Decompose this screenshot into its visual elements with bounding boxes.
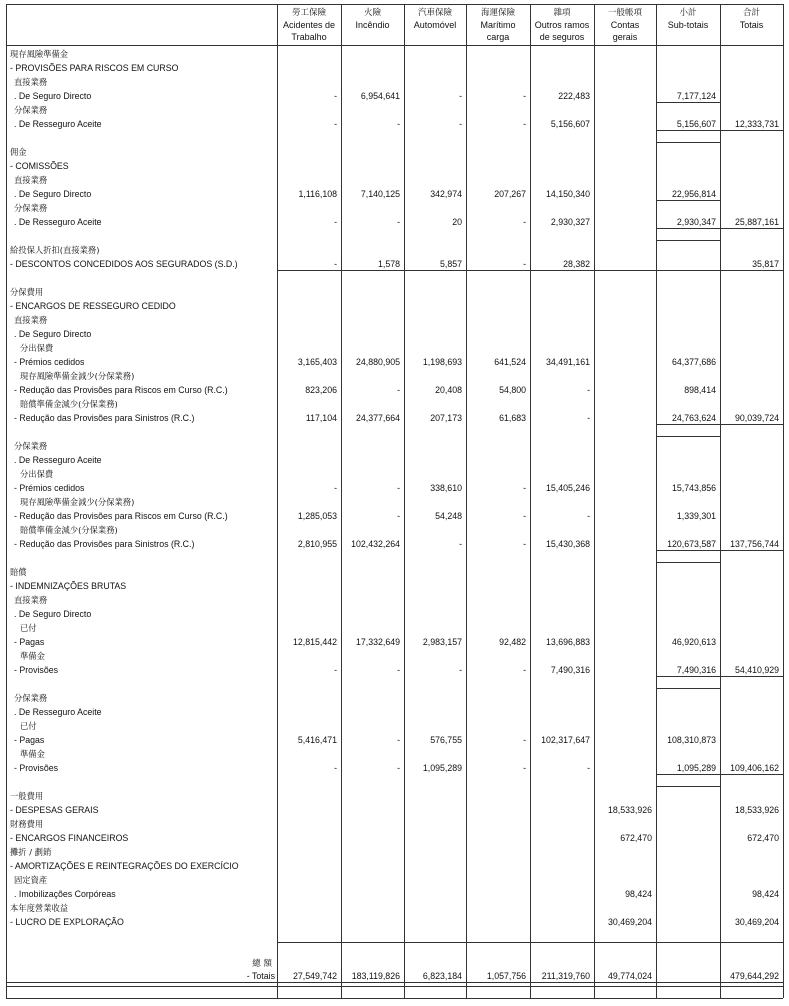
column-header-pt: gerais — [612, 32, 638, 42]
column-header — [530, 7, 594, 43]
column-header-pt: Sub-totais — [667, 20, 709, 30]
cell-value: - — [523, 735, 526, 745]
column-divider — [720, 4, 721, 998]
row-label-zh: 分保業務 — [14, 693, 48, 703]
subtotal-rule — [720, 130, 783, 131]
cell-value: 15,405,246 — [545, 483, 590, 493]
row-label-zh: 賠償準備金減少(分保業務) — [20, 525, 118, 535]
column-header — [594, 7, 656, 43]
cell-value: - — [334, 665, 337, 675]
row-label-zh: 現存風險準備金 — [10, 49, 69, 59]
row-label-zh: 直接業務 — [14, 595, 48, 605]
subtotal-rule — [720, 270, 783, 271]
cell-value: 12,815,442 — [292, 637, 337, 647]
cell-value: 98,424 — [752, 889, 779, 899]
cell-value: 24,763,624 — [671, 413, 716, 423]
cell-value: 7,490,316 — [550, 665, 590, 675]
cell-value: 576,755 — [430, 735, 462, 745]
cell-value: 34,491,161 — [545, 357, 590, 367]
row-label-zh: 賠償 — [10, 567, 27, 577]
cell-value: 137,756,744 — [730, 539, 779, 549]
column-header — [720, 7, 783, 31]
subtotal-rule — [594, 942, 656, 943]
column-divider — [277, 4, 278, 998]
row-label-zh: 本年度營業收益 — [10, 903, 69, 913]
cell-value: 14,150,340 — [545, 189, 590, 199]
total-value: 49,774,024 — [607, 971, 652, 981]
row-label: - Pagas — [14, 637, 45, 647]
cell-value: - — [397, 665, 400, 675]
subtotal-rule — [594, 270, 656, 271]
cell-value: - — [523, 119, 526, 129]
cell-value: - — [523, 665, 526, 675]
cell-value: - — [334, 217, 337, 227]
cell-value: 109,406,162 — [730, 763, 779, 773]
row-label: . De Resseguro Aceite — [14, 707, 102, 717]
column-header-pt: Trabalho — [291, 32, 327, 42]
cell-value: - — [587, 385, 590, 395]
cell-value: 222,483 — [558, 91, 590, 101]
cell-value: - — [397, 735, 400, 745]
column-header — [656, 7, 720, 31]
row-label-zh: 準備金 — [20, 651, 45, 661]
cell-value: 24,880,905 — [355, 357, 400, 367]
cell-value: 64,377,686 — [671, 357, 716, 367]
column-header-zh: 海運保險 — [480, 8, 515, 18]
cell-value: - — [587, 763, 590, 773]
cell-value: 7,490,316 — [676, 665, 716, 675]
cell-value: - — [523, 539, 526, 549]
cell-value: - — [334, 119, 337, 129]
cell-value: 54,410,929 — [734, 665, 779, 675]
cell-value: 92,482 — [499, 637, 526, 647]
row-label-zh: 分保業務 — [14, 105, 48, 115]
cell-value: 102,432,264 — [351, 539, 400, 549]
cell-value: 17,332,649 — [355, 637, 400, 647]
subtotal-rule — [341, 942, 404, 943]
cell-value: - — [459, 665, 462, 675]
row-label-zh: 直接業務 — [14, 315, 48, 325]
column-header-zh: 一般帳項 — [607, 8, 642, 18]
cell-value: 2,810,955 — [297, 539, 337, 549]
cell-value: - — [397, 217, 400, 227]
cell-value: 2,930,347 — [676, 217, 716, 227]
total-value: 6,823,184 — [422, 971, 462, 981]
row-label: - Provisões — [14, 665, 58, 675]
row-label: - Redução das Provisões para Riscos em Curso (R.C.) — [14, 385, 228, 395]
row-label: - DESCONTOS CONCEDIDOS AOS SEGURADOS (S.D.) — [10, 259, 238, 269]
cell-value: 1,198,693 — [422, 357, 462, 367]
cell-value: - — [523, 511, 526, 521]
cell-value: - — [523, 483, 526, 493]
subtotal-rule — [466, 270, 530, 271]
row-label-zh: 現存風險準備金減少(分保業務) — [20, 497, 135, 507]
cell-value: 1,285,053 — [297, 511, 337, 521]
cell-value: 1,116,108 — [298, 189, 337, 199]
column-header-pt: Automóvel — [413, 20, 457, 30]
cell-value: 108,310,873 — [667, 735, 716, 745]
cell-value: 30,469,204 — [607, 917, 652, 927]
cell-value: - — [459, 91, 462, 101]
subtotal-rule — [656, 102, 720, 103]
subtotal-rule — [720, 774, 783, 775]
cell-value: 28,382 — [563, 259, 590, 269]
cell-value: 338,610 — [430, 483, 462, 493]
column-header-pt: Totais — [739, 20, 764, 30]
row-label: - Provisões — [14, 763, 58, 773]
row-label-zh: 分出保費 — [20, 343, 54, 353]
cell-value: 25,887,161 — [734, 217, 779, 227]
row-label: - LUCRO DE EXPLORAÇÃO — [10, 917, 124, 927]
subtotal-rule — [720, 228, 783, 229]
column-header — [466, 7, 530, 43]
column-divider — [656, 4, 657, 998]
total-value: 211,319,760 — [541, 971, 590, 981]
cell-value: 54,800 — [499, 385, 526, 395]
column-header-pt: Outros ramos — [534, 20, 590, 30]
totals-rule-double — [6, 986, 783, 987]
cell-value: 90,039,724 — [734, 413, 779, 423]
subtotal-rule — [530, 942, 594, 943]
cell-value: - — [334, 763, 337, 773]
subtotal-rule — [656, 562, 720, 563]
cell-value: 98,424 — [625, 889, 652, 899]
totals-label-zh: 總 額 — [252, 959, 272, 969]
subtotal-rule — [466, 942, 530, 943]
subtotal-rule — [720, 942, 783, 943]
cell-value: 207,267 — [494, 189, 526, 199]
subtotal-rule — [656, 688, 720, 689]
column-header-pt: Acidentes de — [282, 20, 336, 30]
column-divider — [783, 4, 784, 998]
cell-value: - — [523, 91, 526, 101]
cell-value: 1,339,301 — [676, 511, 716, 521]
cell-value: - — [523, 763, 526, 773]
cell-value: 6,954,641 — [360, 91, 400, 101]
row-label: . De Resseguro Aceite — [14, 217, 102, 227]
cell-value: 30,469,204 — [734, 917, 779, 927]
cell-value: 117,104 — [305, 413, 337, 423]
subtotal-rule — [656, 424, 720, 425]
cell-value: - — [334, 259, 337, 269]
total-value: 1,057,756 — [486, 971, 526, 981]
cell-value: 7,177,124 — [676, 91, 716, 101]
column-header — [277, 7, 341, 43]
cell-value: 342,974 — [430, 189, 462, 199]
cell-value: - — [587, 413, 590, 423]
subtotal-rule — [277, 270, 341, 271]
cell-value: 823,206 — [305, 385, 337, 395]
row-label: - Redução das Provisões para Riscos em Curso (R.C.) — [14, 511, 228, 521]
row-label-zh: 已付 — [20, 721, 37, 731]
subtotal-rule — [656, 130, 720, 131]
column-divider — [341, 4, 342, 998]
row-label-zh: 財務費用 — [10, 819, 44, 829]
cell-value: 54,248 — [435, 511, 462, 521]
cell-value: - — [523, 217, 526, 227]
cell-value: 1,578 — [377, 259, 400, 269]
bottom-border — [6, 998, 783, 999]
row-label-zh: 準備金 — [20, 749, 45, 759]
cell-value: 20 — [452, 217, 462, 227]
row-label-zh: 分出保費 — [20, 469, 54, 479]
row-label-zh: 給投保人折扣(直接業務) — [10, 245, 100, 255]
subtotal-rule — [656, 550, 720, 551]
subtotal-rule — [656, 228, 720, 229]
row-label-zh: 分保費用 — [10, 287, 44, 297]
row-label: - DESPESAS GERAIS — [10, 805, 99, 815]
subtotal-rule — [656, 240, 720, 241]
row-label: - INDEMNIZAÇÕES BRUTAS — [10, 581, 127, 591]
total-value: 27,549,742 — [292, 971, 337, 981]
subtotal-rule — [404, 270, 466, 271]
column-header-zh: 小計 — [679, 8, 697, 18]
cell-value: 61,683 — [499, 413, 526, 423]
subtotal-rule — [530, 270, 594, 271]
column-divider — [594, 4, 595, 998]
cell-value: - — [397, 763, 400, 773]
row-label-zh: 已付 — [20, 623, 37, 633]
total-value: 479,644,292 — [730, 971, 779, 981]
subtotal-rule — [656, 774, 720, 775]
subtotal-rule — [720, 676, 783, 677]
column-header-zh: 勞工保險 — [291, 8, 326, 18]
subtotal-rule — [656, 200, 720, 201]
cell-value: 5,156,607 — [550, 119, 590, 129]
column-divider — [530, 4, 531, 998]
left-border — [6, 4, 7, 998]
column-divider — [404, 4, 405, 998]
cell-value: - — [334, 483, 337, 493]
row-label: - Prémios cedidos — [14, 357, 85, 367]
cell-value: - — [397, 511, 400, 521]
subtotal-rule — [656, 142, 720, 143]
cell-value: 24,377,664 — [355, 413, 400, 423]
row-label: - ENCARGOS FINANCEIROS — [10, 833, 129, 843]
row-label: . De Seguro Directo — [14, 189, 92, 199]
cell-value: - — [459, 539, 462, 549]
cell-value: 22,956,814 — [671, 189, 716, 199]
cell-value: 3,165,403 — [297, 357, 337, 367]
cell-value: 18,533,926 — [734, 805, 779, 815]
row-label: . De Seguro Directo — [14, 329, 92, 339]
subtotal-rule — [404, 942, 466, 943]
cell-value: 46,920,613 — [671, 637, 716, 647]
row-label: . De Seguro Directo — [14, 91, 92, 101]
cell-value: - — [397, 385, 400, 395]
cell-value: 20,408 — [435, 385, 462, 395]
cell-value: 120,673,587 — [667, 539, 716, 549]
subtotal-rule — [656, 786, 720, 787]
cell-value: 15,743,856 — [671, 483, 716, 493]
subtotal-rule — [656, 270, 720, 271]
subtotal-rule — [720, 424, 783, 425]
column-header-pt: carga — [486, 32, 510, 42]
cell-value: - — [397, 483, 400, 493]
column-header — [404, 7, 466, 31]
row-label-zh: 賠償準備金減少(分保業務) — [20, 399, 118, 409]
column-header-pt: Contas — [610, 20, 640, 30]
column-divider — [466, 4, 467, 998]
column-header-zh: 合計 — [742, 8, 760, 18]
row-label: - Prémios cedidos — [14, 483, 85, 493]
total-value: 183,119,826 — [351, 971, 400, 981]
column-header-pt: de seguros — [539, 32, 585, 42]
cell-value: - — [587, 511, 590, 521]
column-header-zh: 火險 — [363, 8, 381, 18]
row-label: - PROVISÕES PARA RISCOS EM CURSO — [10, 63, 179, 73]
subtotal-rule — [656, 436, 720, 437]
cell-value: 898,414 — [684, 385, 716, 395]
row-label-zh: 直接業務 — [14, 175, 48, 185]
cell-value: - — [523, 259, 526, 269]
cell-value: 12,333,731 — [734, 119, 779, 129]
subtotal-rule — [720, 550, 783, 551]
cell-value: 672,470 — [620, 833, 652, 843]
cell-value: 13,696,883 — [545, 637, 590, 647]
totals-label-pt: - Totais — [246, 971, 275, 981]
cell-value: 102,317,647 — [541, 735, 590, 745]
cell-value: 5,156,607 — [676, 119, 716, 129]
cell-value: 2,930,327 — [550, 217, 590, 227]
row-label: . De Resseguro Aceite — [14, 119, 102, 129]
subtotal-rule — [341, 270, 404, 271]
row-label-zh: 分保業務 — [14, 441, 48, 451]
row-label: - Redução das Provisões para Sinistros (R.C.) — [14, 413, 195, 423]
cell-value: 7,140,125 — [360, 189, 400, 199]
row-label-zh: 固定資產 — [14, 875, 48, 885]
cell-value: - — [334, 91, 337, 101]
column-header-zh: 汽車保險 — [417, 8, 452, 18]
column-header-pt: Marítimo — [480, 20, 516, 30]
cell-value: 641,524 — [494, 357, 526, 367]
cell-value: - — [397, 119, 400, 129]
cell-value: 2,983,157 — [422, 637, 462, 647]
subtotal-rule — [656, 942, 720, 943]
column-header — [341, 7, 404, 31]
row-label: - Pagas — [14, 735, 45, 745]
cell-value: 15,430,368 — [545, 539, 590, 549]
subtotal-rule — [277, 942, 341, 943]
row-label: . De Resseguro Aceite — [14, 455, 102, 465]
column-header-pt: Incêndio — [355, 20, 390, 30]
top-border — [6, 4, 783, 5]
header-rule — [6, 45, 783, 46]
row-label: . De Seguro Directo — [14, 609, 92, 619]
totals-rule — [6, 982, 783, 983]
cell-value: 5,857 — [439, 259, 462, 269]
cell-value: 207,173 — [430, 413, 462, 423]
row-label: - AMORTIZAÇÕES E REINTEGRAÇÕES DO EXERCÍCIO — [10, 861, 239, 871]
subtotal-rule — [656, 676, 720, 677]
column-header-zh: 雜項 — [553, 8, 571, 18]
row-label: . Imobilizações Corpóreas — [14, 889, 116, 899]
cell-value: 5,416,471 — [297, 735, 337, 745]
row-label: - COMISSÕES — [10, 161, 69, 171]
row-label: - Redução das Provisões para Sinistros (R.C.) — [14, 539, 195, 549]
row-label-zh: 直接業務 — [14, 77, 48, 87]
row-label-zh: 一般費用 — [10, 791, 44, 801]
row-label-zh: 現存風險準備金減少(分保業務) — [20, 371, 135, 381]
cell-value: 35,817 — [752, 259, 779, 269]
row-label-zh: 分保業務 — [14, 203, 48, 213]
cell-value: 1,095,289 — [422, 763, 462, 773]
cell-value: 1,095,289 — [676, 763, 716, 773]
row-label-zh: 佣金 — [10, 147, 27, 157]
cell-value: 18,533,926 — [607, 805, 652, 815]
row-label-zh: 攤折 / 劃銷 — [10, 847, 52, 857]
cell-value: 672,470 — [747, 833, 779, 843]
cell-value: - — [459, 119, 462, 129]
row-label: - ENCARGOS DE RESSEGURO CEDIDO — [10, 301, 176, 311]
